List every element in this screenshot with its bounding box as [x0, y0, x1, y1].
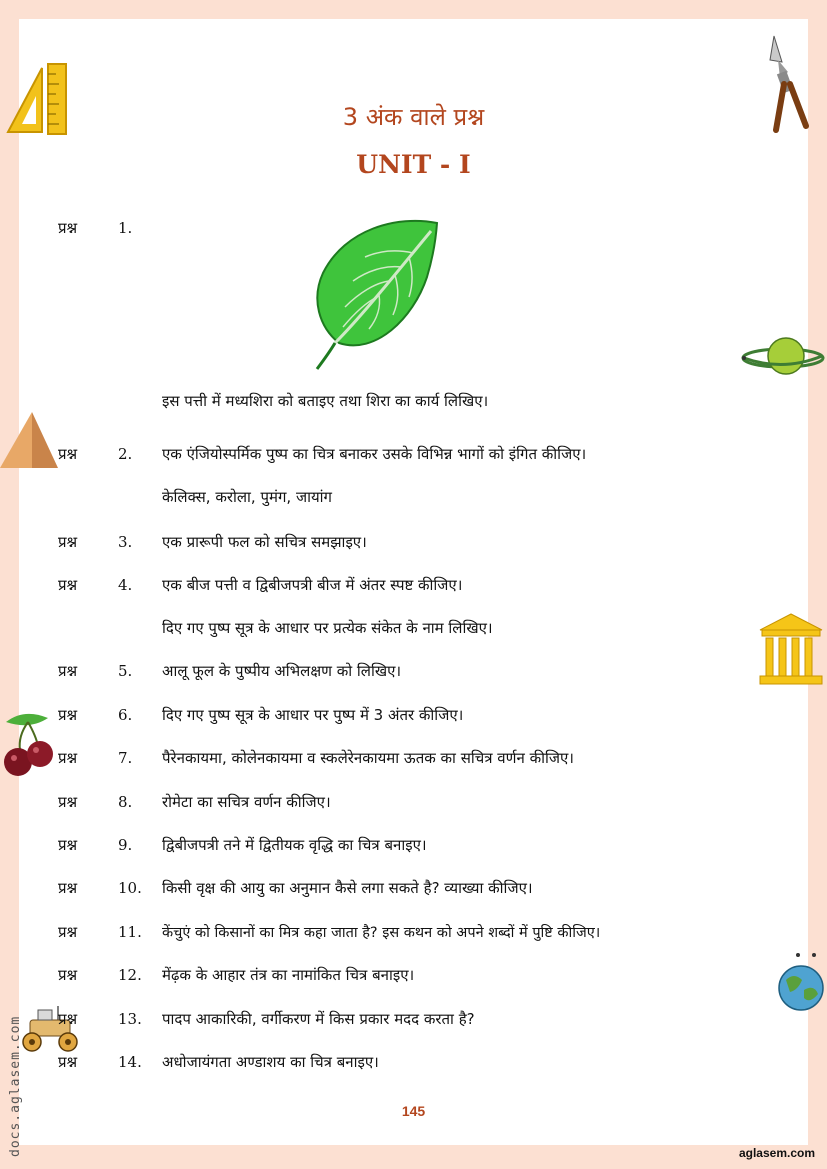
- watermark: docs.aglasem.com: [8, 1015, 23, 1157]
- question-number: 3.: [118, 533, 133, 551]
- question-subtext: दिए गए पुष्प सूत्र के आधार पर प्रत्येक संकेत के नाम लिखिए।: [162, 619, 493, 637]
- question-number: 11.: [118, 923, 142, 941]
- question-number: 2.: [118, 445, 133, 463]
- question-text: पैरेनकायमा, कोलेनकायमा व स्कलेरेनकायमा ऊतक का सचित्र वर्णन कीजिए।: [162, 749, 574, 767]
- question-label: प्रश्न: [58, 219, 78, 237]
- question-text: द्विबीजपत्री तने में द्वितीयक वृद्धि का चित्र बनाइए।: [162, 836, 427, 854]
- page-title: 3 अंक वाले प्रश्न: [342, 103, 485, 131]
- question-number: 13.: [118, 1010, 142, 1028]
- question-text: केंचुएं को किसानों का मित्र कहा जाता है? इस कथन को अपने शब्दों में पुष्टि कीजिए।: [162, 925, 601, 941]
- question-number: 5.: [118, 662, 133, 680]
- question-label: प्रश्न: [58, 576, 78, 594]
- question-number: 10.: [118, 879, 142, 897]
- question-label: प्रश्न: [58, 923, 78, 941]
- question-label: प्रश्न: [58, 662, 78, 680]
- question-number: 14.: [118, 1053, 142, 1071]
- question-number: 6.: [118, 706, 133, 724]
- question-text: किसी वृक्ष की आयु का अनुमान कैसे लगा सकते है? व्याख्या कीजिए।: [162, 879, 533, 897]
- brand-link[interactable]: aglasem.com: [738, 1146, 815, 1160]
- question-number: 8.: [118, 793, 133, 811]
- question-text: पादप आकारिकी, वर्गीकरण में किस प्रकार मदद करता है?: [162, 1010, 475, 1028]
- question-number: 12.: [118, 966, 142, 984]
- question-text: दिए गए पुष्प सूत्र के आधार पर पुष्प में 3 अंतर कीजिए।: [162, 706, 464, 724]
- page-number: 145: [401, 1103, 426, 1119]
- question-label: प्रश्न: [58, 966, 78, 984]
- question-label: प्रश्न: [58, 1053, 78, 1071]
- question-label: प्रश्न: [58, 836, 78, 854]
- question-text: अधोजायंगता अण्डाशय का चित्र बनाइए।: [162, 1053, 379, 1071]
- question-number: 9.: [118, 836, 133, 854]
- question-text: एक एंजियोस्पर्मिक पुष्प का चित्र बनाकर उसके विभिन्न भागों को इंगित कीजिए।: [162, 445, 587, 463]
- question-number: 7.: [118, 749, 133, 767]
- question-label: प्रश्न: [58, 879, 78, 897]
- question-label: प्रश्न: [58, 749, 78, 767]
- question-text: रोमेटा का सचित्र वर्णन कीजिए।: [162, 793, 331, 811]
- question-number: 1.: [118, 219, 133, 237]
- unit-heading: UNIT - I: [356, 150, 471, 179]
- question-subtext: केलिक्स, करोला, पुमंग, जायांग: [162, 488, 332, 506]
- question-number: 4.: [118, 576, 133, 594]
- earth-globe-icon: [776, 950, 826, 1016]
- question-label: प्रश्न: [58, 1010, 78, 1028]
- cherries-icon: [0, 706, 60, 780]
- question-label: प्रश्न: [58, 706, 78, 724]
- question-text: मेंढ़क के आहार तंत्र का नामांकित चित्र बनाइए।: [162, 966, 415, 984]
- leaf-illustration: [305, 215, 445, 375]
- question-text: इस पत्ती में मध्यशिरा को बताइए तथा शिरा का कार्य लिखिए।: [162, 392, 489, 410]
- question-label: प्रश्न: [58, 533, 78, 551]
- planet-saturn-icon: [738, 330, 827, 384]
- temple-columns-icon: [758, 612, 824, 686]
- question-label: प्रश्न: [58, 445, 78, 463]
- question-text: आलू फूल के पुष्पीय अभिलक्षण को लिखिए।: [162, 662, 402, 680]
- pyramid-icon: [0, 410, 60, 470]
- question-label: प्रश्न: [58, 793, 78, 811]
- question-text: एक प्रारूपी फल को सचित्र समझाइए।: [162, 533, 367, 551]
- question-text: एक बीज पत्ती व द्विबीजपत्री बीज में अंतर स्पष्ट कीजिए।: [162, 576, 463, 594]
